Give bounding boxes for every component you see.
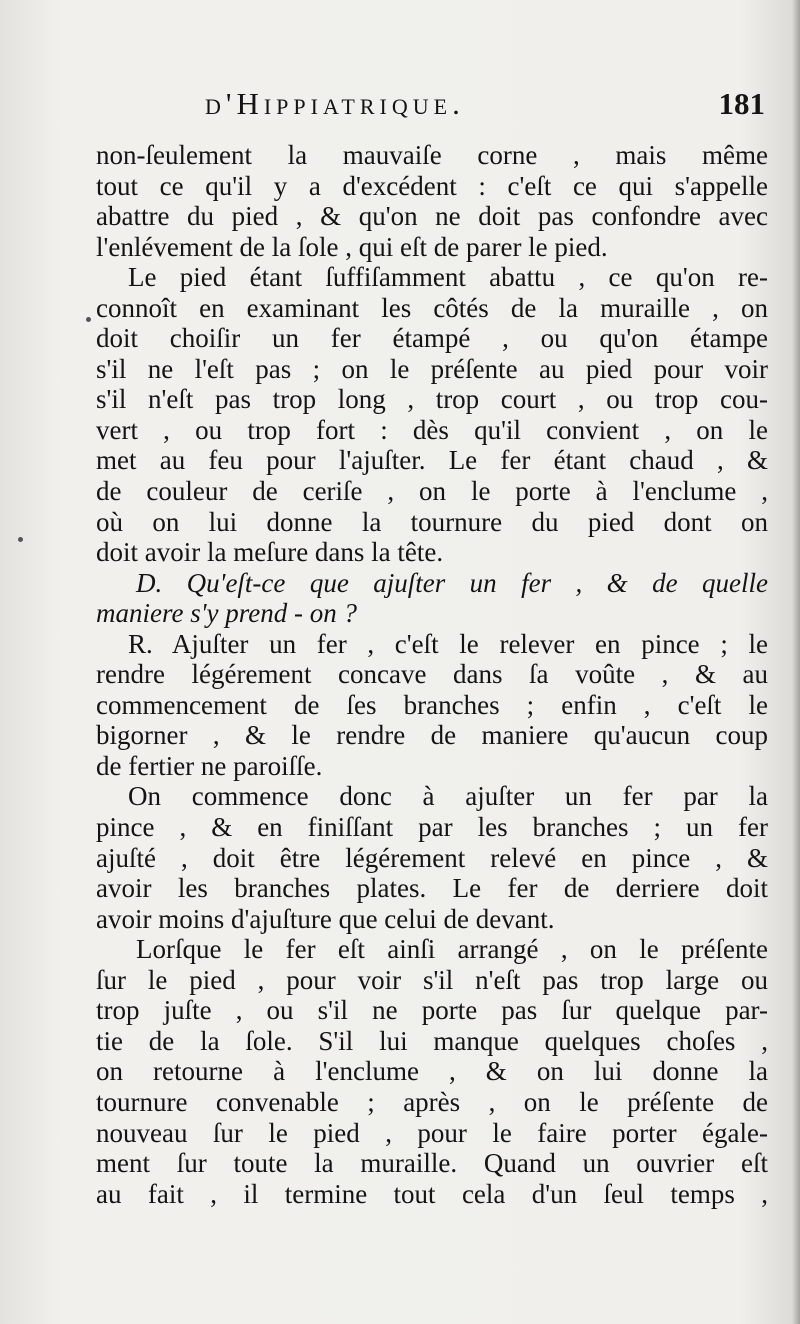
text-line: tournure convenable ; après , on le préſente de xyxy=(96,1086,768,1117)
text-line: ſur le pied , pour voir s'il n'eſt pas trop large ou xyxy=(96,964,768,995)
page-edge-shadow xyxy=(792,0,800,1324)
text-line: commencement de ſes branches ; enfin , c'eſt le xyxy=(96,689,768,720)
page-header xyxy=(205,86,765,130)
text-line: Lorſque le fer eſt ainſi arrangé , on le préſente xyxy=(136,934,768,965)
text-line: pince , & en finiſſant par les branches ; un fer xyxy=(96,812,768,843)
text-line: Le pied étant ſuffiſamment abattu , ce qu'on re- xyxy=(128,262,768,293)
text-line: avoir moins d'ajuſture que celui de devant. xyxy=(96,903,555,934)
text-line: vert , ou trop fort : dès qu'il convient , on le xyxy=(96,414,768,445)
text-line: s'il n'eſt pas trop long , trop court , ou trop cou- xyxy=(96,384,768,415)
text-line: de couleur de ceriſe , on le porte à l'enclume , xyxy=(96,476,768,507)
text-line: abattre du pied , & qu'on ne doit pas confondre avec xyxy=(96,201,768,232)
text-line: ajuſté , doit être légérement relevé en pince , & xyxy=(96,842,768,873)
text-line: met au feu pour l'ajuſter. Le fer étant chaud , & xyxy=(96,445,768,476)
text-line: s'il ne l'eſt pas ; on le préſente au pied pour voir xyxy=(96,353,768,384)
text-line: on retourne à l'enclume , & on lui donne la xyxy=(96,1056,768,1087)
text-line: doit avoir la meſure dans la tête. xyxy=(96,537,444,568)
text-line: connoît en examinant les côtés de la muraille , on xyxy=(96,292,768,323)
text-line: nouveau ſur le pied , pour le faire porter égale- xyxy=(96,1117,768,1148)
text-line: au fait , il termine tout cela d'un ſeul temps , xyxy=(96,1178,768,1209)
text-line: avoir les branches plates. Le fer de derriere doit xyxy=(96,873,768,904)
text-line: bigorner , & le rendre de maniere qu'aucun coup xyxy=(96,720,768,751)
text-line: trop juſte , ou s'il ne porte pas ſur quelque par- xyxy=(96,995,768,1026)
text-line: tout ce qu'il y a d'excédent : c'eſt ce qui s'appelle xyxy=(96,170,768,201)
margin-speck xyxy=(18,537,23,542)
text-line: doit choiſir un fer étampé , ou qu'on étampe xyxy=(96,323,768,354)
text-line: ment ſur toute la muraille. Quand un ouvrier eſt xyxy=(96,1148,768,1179)
text-line: où on lui donne la tournure du pied dont on xyxy=(96,506,768,537)
text-line: maniere s'y prend - on ? xyxy=(96,598,357,629)
text-line: On commence donc à ajuſter un fer par la xyxy=(128,781,768,812)
text-line: l'enlévement de la ſole , qui eſt de parer le pied. xyxy=(96,231,608,262)
text-line: non-ſeulement la mauvaiſe corne , mais même xyxy=(96,140,768,170)
page-number: 181 xyxy=(718,86,765,121)
margin-speck xyxy=(86,317,91,322)
text-line: D. Qu'eſt-ce que ajuſter un fer , & de quelle xyxy=(136,567,768,598)
text-line: R. Ajuſter un fer , c'eſt le relever en pince ; le xyxy=(128,628,768,659)
body-text xyxy=(96,140,768,1209)
text-line: rendre légérement concave dans ſa voûte , & au xyxy=(96,659,768,690)
text-line: tie de la ſole. S'il lui manque quelques choſes , xyxy=(96,1025,768,1056)
text-line: de fertier ne paroiſſe. xyxy=(96,750,323,781)
running-head: d'Hippiatrique. xyxy=(205,86,465,121)
